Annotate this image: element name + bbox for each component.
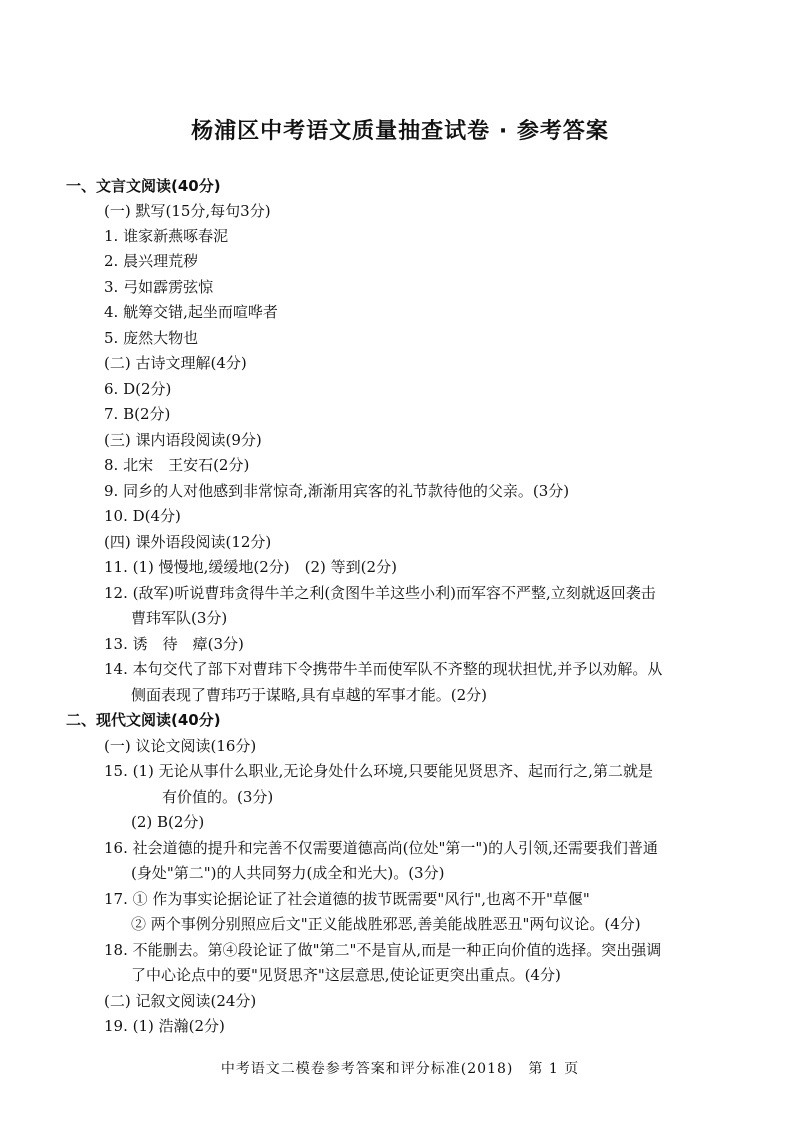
section-heading-modern: 二、现代文阅读(40分) [66,711,221,729]
subsection-heading: (一) 议论文阅读(16分) [104,737,257,755]
answer-line: 5. 庞然大物也 [104,329,199,347]
answer-line: 14. 本句交代了部下对曹玮下令携带牛羊而使军队不齐整的现状担忧,并予以劝解。从 [104,660,663,678]
answer-line: 19. (1) 浩瀚(2分) [104,1017,225,1035]
answer-line: 10. D(4分) [104,507,181,525]
subsection-heading: (三) 课内语段阅读(9分) [104,431,262,449]
subsection-heading: (二) 记叙文阅读(24分) [104,992,257,1010]
answer-line: 4. 觥筹交错,起坐而喧哗者 [104,303,278,321]
answer-line: 17. ① 作为事实论据论证了社会道德的拔节既需要"风行",也离不开"草偃" [104,890,590,908]
answer-line: (2) B(2分) [131,813,205,831]
answer-line: 7. B(2分) [104,405,171,423]
answer-line-continued: 侧面表现了曹玮巧于谋略,具有卓越的军事才能。(2分) [131,686,488,704]
answer-line: 6. D(2分) [104,380,172,398]
subsection-heading: (二) 古诗文理解(4分) [104,354,247,372]
answer-line: 2. 晨兴理荒秽 [104,252,199,270]
section-heading-classical: 一、文言文阅读(40分) [66,177,221,195]
answer-line: 18. 不能删去。第④段论证了做"第二"不是盲从,而是一种正向价值的选择。突出强调 [104,941,662,959]
answer-line-continued: (身处"第二")的人共同努力(成全和光大)。(3分) [131,864,445,882]
answer-line: ② 两个事例分别照应后文"正义能战胜邪恶,善美能战胜恶丑"两句议论。(4分) [131,915,641,933]
answer-line: 13. 诱 待 瘴(3分) [104,635,244,653]
answer-line-continued: 曹玮军队(3分) [131,609,228,627]
page-title: 杨浦区中考语文质量抽查试卷 · 参考答案 [191,119,609,144]
answer-line: 8. 北宋 王安石(2分) [104,456,250,474]
answer-line: 12. (敌军)听说曹玮贪得牛羊之利(贪图牛羊这些小利)而军容不严整,立刻就返回袭击 [104,584,656,602]
answer-line: 3. 弓如霹雳弦惊 [104,278,214,296]
answer-line-continued: 有价值的。(3分) [162,788,274,806]
page-footer: 中考语文二模卷参考答案和评分标准(2018) 第 1 页 [220,1061,580,1077]
answer-line: 1. 谁家新燕啄春泥 [104,227,229,245]
answer-line: 15. (1) 无论从事什么职业,无论身处什么环境,只要能见贤思齐、起而行之,第二就是 [104,762,653,780]
subsection-heading: (四) 课外语段阅读(12分) [104,533,272,551]
subsection-heading: (一) 默写(15分,每句3分) [104,202,271,220]
answer-line: 16. 社会道德的提升和完善不仅需要道德高尚(位处"第一")的人引领,还需要我们普通 [104,839,658,857]
answer-line: 11. (1) 慢慢地,缓缓地(2分) (2) 等到(2分) [104,558,397,576]
answer-line: 9. 同乡的人对他感到非常惊奇,渐渐用宾客的礼节款待他的父亲。(3分) [104,482,570,500]
answer-line-continued: 了中心论点中的要"见贤思齐"这层意思,使论证更突出重点。(4分) [131,966,561,984]
